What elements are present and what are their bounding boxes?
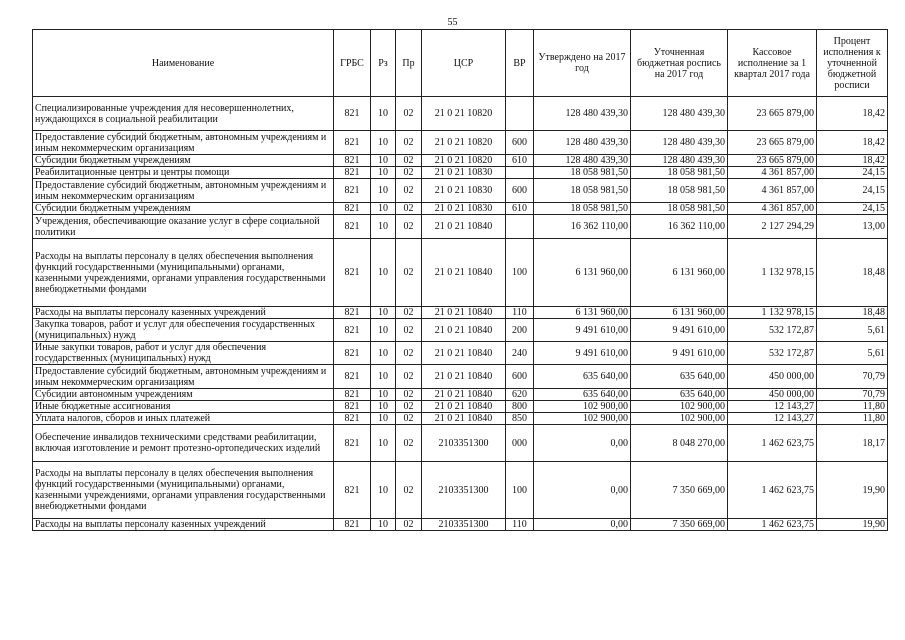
cell-vr: 800: [506, 401, 534, 413]
header-row: [33, 30, 888, 97]
cell-vr: 100: [506, 462, 534, 519]
header-approved: Утверждено на 2017 год: [534, 30, 631, 97]
header-name: Наименование: [33, 30, 334, 97]
cell-vr: 600: [506, 131, 534, 155]
cell-grbs: 821: [334, 239, 371, 307]
cell-cash: 532 172,87: [728, 319, 817, 342]
cell-percent: 18,42: [817, 155, 888, 167]
cell-grbs: 821: [334, 401, 371, 413]
table-row: [33, 425, 888, 462]
budget-table: [32, 29, 888, 531]
cell-refined: 18 058 981,50: [631, 167, 728, 179]
cell-csr: 21 0 21 10830: [422, 203, 506, 215]
header-rz: Рз: [371, 30, 396, 97]
cell-approved: 18 058 981,50: [534, 179, 631, 203]
cell-vr: 620: [506, 389, 534, 401]
header-vr: ВР: [506, 30, 534, 97]
cell-percent: 70,79: [817, 365, 888, 389]
cell-percent: 24,15: [817, 167, 888, 179]
cell-refined: 128 480 439,30: [631, 155, 728, 167]
cell-name: Специализированные учреждения для несовершеннолетних, нуждающихся в социальной реабилитации: [33, 97, 334, 131]
cell-approved: 128 480 439,30: [534, 97, 631, 131]
cell-grbs: 821: [334, 462, 371, 519]
cell-name: Расходы на выплаты персоналу в целях обеспечения выполнения функций государственными (муниципальными) органами, казенными учреждениями, органами управления государственными внебюджетными фондами: [33, 462, 334, 519]
cell-grbs: 821: [334, 215, 371, 239]
cell-grbs: 821: [334, 389, 371, 401]
cell-rz: 10: [371, 131, 396, 155]
cell-cash: 12 143,27: [728, 401, 817, 413]
cell-rz: 10: [371, 365, 396, 389]
cell-refined: 7 350 669,00: [631, 462, 728, 519]
cell-percent: 18,42: [817, 97, 888, 131]
cell-rz: 10: [371, 519, 396, 531]
cell-refined: 102 900,00: [631, 401, 728, 413]
cell-refined: 8 048 270,00: [631, 425, 728, 462]
table-row: [33, 239, 888, 307]
cell-grbs: 821: [334, 319, 371, 342]
cell-csr: 21 0 21 10840: [422, 365, 506, 389]
cell-cash: 532 172,87: [728, 342, 817, 365]
cell-vr: 110: [506, 307, 534, 319]
cell-percent: 11,80: [817, 413, 888, 425]
cell-pr: 02: [396, 389, 422, 401]
cell-percent: 70,79: [817, 389, 888, 401]
cell-name: Расходы на выплаты персоналу казенных учреждений: [33, 519, 334, 531]
cell-approved: 0,00: [534, 519, 631, 531]
cell-cash: 450 000,00: [728, 389, 817, 401]
cell-refined: 18 058 981,50: [631, 179, 728, 203]
table-row: [33, 131, 888, 155]
cell-vr: 240: [506, 342, 534, 365]
cell-approved: 6 131 960,00: [534, 239, 631, 307]
cell-name: Обеспечение инвалидов техническими средствами реабилитации, включая изготовление и ремонт протезно-ортопедических изделий: [33, 425, 334, 462]
cell-name: Реабилитационные центры и центры помощи: [33, 167, 334, 179]
cell-pr: 02: [396, 519, 422, 531]
cell-pr: 02: [396, 462, 422, 519]
cell-cash: 1 462 623,75: [728, 425, 817, 462]
cell-cash: 2 127 294,29: [728, 215, 817, 239]
cell-cash: 23 665 879,00: [728, 131, 817, 155]
table-row: [33, 203, 888, 215]
cell-percent: 24,15: [817, 203, 888, 215]
cell-rz: 10: [371, 203, 396, 215]
cell-cash: 1 462 623,75: [728, 462, 817, 519]
cell-rz: 10: [371, 401, 396, 413]
cell-pr: 02: [396, 179, 422, 203]
cell-percent: 5,61: [817, 342, 888, 365]
cell-name: Расходы на выплаты персоналу в целях обеспечения выполнения функций государственными (муниципальными) органами, казенными учреждениями, органами управления государственными внебюджетными фондами: [33, 239, 334, 307]
cell-csr: 21 0 21 10840: [422, 401, 506, 413]
cell-rz: 10: [371, 167, 396, 179]
cell-refined: 635 640,00: [631, 389, 728, 401]
cell-approved: 635 640,00: [534, 389, 631, 401]
cell-name: Субсидии автономным учреждениям: [33, 389, 334, 401]
table-row: [33, 342, 888, 365]
cell-percent: 11,80: [817, 401, 888, 413]
cell-approved: 0,00: [534, 425, 631, 462]
cell-cash: 23 665 879,00: [728, 97, 817, 131]
cell-csr: 21 0 21 10840: [422, 215, 506, 239]
cell-rz: 10: [371, 179, 396, 203]
cell-pr: 02: [396, 342, 422, 365]
cell-percent: 19,90: [817, 519, 888, 531]
cell-csr: 21 0 21 10840: [422, 307, 506, 319]
cell-approved: 18 058 981,50: [534, 167, 631, 179]
cell-refined: 128 480 439,30: [631, 97, 728, 131]
cell-vr: 200: [506, 319, 534, 342]
table-row: [33, 155, 888, 167]
cell-csr: 21 0 21 10840: [422, 239, 506, 307]
cell-grbs: 821: [334, 519, 371, 531]
cell-approved: 6 131 960,00: [534, 307, 631, 319]
cell-percent: 18,17: [817, 425, 888, 462]
cell-pr: 02: [396, 167, 422, 179]
cell-refined: 7 350 669,00: [631, 519, 728, 531]
table-row: [33, 389, 888, 401]
cell-name: Иные закупки товаров, работ и услуг для обеспечения государственных (муниципальных) нужд: [33, 342, 334, 365]
table-row: [33, 319, 888, 342]
cell-grbs: 821: [334, 97, 371, 131]
cell-csr: 21 0 21 10830: [422, 179, 506, 203]
cell-percent: 18,48: [817, 239, 888, 307]
table-row: [33, 215, 888, 239]
table-row: [33, 462, 888, 519]
cell-percent: 18,42: [817, 131, 888, 155]
cell-pr: 02: [396, 365, 422, 389]
cell-grbs: 821: [334, 425, 371, 462]
cell-pr: 02: [396, 97, 422, 131]
cell-rz: 10: [371, 307, 396, 319]
cell-vr: 600: [506, 179, 534, 203]
cell-cash: 12 143,27: [728, 413, 817, 425]
cell-pr: 02: [396, 401, 422, 413]
table-row: [33, 413, 888, 425]
cell-refined: 128 480 439,30: [631, 131, 728, 155]
cell-vr: 000: [506, 425, 534, 462]
cell-approved: 16 362 110,00: [534, 215, 631, 239]
cell-cash: 1 132 978,15: [728, 307, 817, 319]
cell-refined: 635 640,00: [631, 365, 728, 389]
table-row: [33, 365, 888, 389]
cell-approved: 18 058 981,50: [534, 203, 631, 215]
table-row: [33, 167, 888, 179]
cell-percent: 19,90: [817, 462, 888, 519]
cell-refined: 9 491 610,00: [631, 319, 728, 342]
cell-grbs: 821: [334, 167, 371, 179]
cell-approved: 128 480 439,30: [534, 155, 631, 167]
cell-csr: 21 0 21 10820: [422, 131, 506, 155]
cell-name: Предоставление субсидий бюджетным, автономным учреждениям и иным некоммерческим организациям: [33, 131, 334, 155]
cell-pr: 02: [396, 319, 422, 342]
cell-approved: 102 900,00: [534, 401, 631, 413]
cell-name: Субсидии бюджетным учреждениям: [33, 203, 334, 215]
cell-csr: 21 0 21 10820: [422, 155, 506, 167]
cell-pr: 02: [396, 425, 422, 462]
cell-name: Иные бюджетные ассигнования: [33, 401, 334, 413]
cell-refined: 9 491 610,00: [631, 342, 728, 365]
cell-csr: 21 0 21 10820: [422, 97, 506, 131]
cell-pr: 02: [396, 155, 422, 167]
cell-vr: 610: [506, 155, 534, 167]
cell-vr: 850: [506, 413, 534, 425]
cell-csr: 21 0 21 10840: [422, 389, 506, 401]
cell-cash: 23 665 879,00: [728, 155, 817, 167]
cell-name: Учреждения, обеспечивающие оказание услуг в сфере социальной политики: [33, 215, 334, 239]
cell-rz: 10: [371, 97, 396, 131]
cell-vr: 600: [506, 365, 534, 389]
cell-csr: 21 0 21 10840: [422, 342, 506, 365]
cell-approved: 635 640,00: [534, 365, 631, 389]
cell-refined: 18 058 981,50: [631, 203, 728, 215]
cell-csr: 2103351300: [422, 519, 506, 531]
cell-vr: [506, 215, 534, 239]
cell-refined: 6 131 960,00: [631, 307, 728, 319]
cell-name: Закупка товаров, работ и услуг для обеспечения государственных (муниципальных) нужд: [33, 319, 334, 342]
cell-csr: 21 0 21 10840: [422, 413, 506, 425]
cell-rz: 10: [371, 319, 396, 342]
cell-name: Субсидии бюджетным учреждениям: [33, 155, 334, 167]
header-refined: Уточненная бюджетная роспись на 2017 год: [631, 30, 728, 97]
cell-vr: 610: [506, 203, 534, 215]
cell-grbs: 821: [334, 413, 371, 425]
cell-pr: 02: [396, 307, 422, 319]
header-grbs: ГРБС: [334, 30, 371, 97]
table-row: [33, 519, 888, 531]
table-row: [33, 401, 888, 413]
cell-rz: 10: [371, 155, 396, 167]
cell-percent: 24,15: [817, 179, 888, 203]
cell-name: Предоставление субсидий бюджетным, автономным учреждениям и иным некоммерческим организациям: [33, 179, 334, 203]
cell-grbs: 821: [334, 365, 371, 389]
cell-grbs: 821: [334, 155, 371, 167]
page-number: 55: [447, 17, 458, 28]
header-cash: Кассовое исполнение за 1 квартал 2017 года: [728, 30, 817, 97]
cell-approved: 0,00: [534, 462, 631, 519]
cell-grbs: 821: [334, 203, 371, 215]
cell-percent: 5,61: [817, 319, 888, 342]
cell-percent: 18,48: [817, 307, 888, 319]
cell-cash: 450 000,00: [728, 365, 817, 389]
cell-pr: 02: [396, 239, 422, 307]
cell-pr: 02: [396, 215, 422, 239]
cell-cash: 4 361 857,00: [728, 179, 817, 203]
header-percent: Процент исполнения к уточненной бюджетной росписи: [817, 30, 888, 97]
table-row: [33, 307, 888, 319]
cell-percent: 13,00: [817, 215, 888, 239]
header-pr: Пр: [396, 30, 422, 97]
header-csr: ЦСР: [422, 30, 506, 97]
cell-approved: 102 900,00: [534, 413, 631, 425]
cell-cash: 1 462 623,75: [728, 519, 817, 531]
cell-rz: 10: [371, 215, 396, 239]
cell-grbs: 821: [334, 342, 371, 365]
cell-rz: 10: [371, 425, 396, 462]
cell-pr: 02: [396, 203, 422, 215]
cell-vr: [506, 167, 534, 179]
cell-cash: 1 132 978,15: [728, 239, 817, 307]
cell-name: Уплата налогов, сборов и иных платежей: [33, 413, 334, 425]
cell-csr: 2103351300: [422, 462, 506, 519]
cell-rz: 10: [371, 389, 396, 401]
cell-grbs: 821: [334, 179, 371, 203]
cell-vr: 110: [506, 519, 534, 531]
cell-csr: 2103351300: [422, 425, 506, 462]
cell-vr: [506, 97, 534, 131]
cell-rz: 10: [371, 462, 396, 519]
cell-refined: 6 131 960,00: [631, 239, 728, 307]
cell-refined: 102 900,00: [631, 413, 728, 425]
cell-rz: 10: [371, 342, 396, 365]
cell-pr: 02: [396, 131, 422, 155]
cell-approved: 9 491 610,00: [534, 342, 631, 365]
cell-csr: 21 0 21 10830: [422, 167, 506, 179]
cell-grbs: 821: [334, 131, 371, 155]
cell-approved: 9 491 610,00: [534, 319, 631, 342]
cell-rz: 10: [371, 413, 396, 425]
cell-name: Расходы на выплаты персоналу казенных учреждений: [33, 307, 334, 319]
cell-rz: 10: [371, 239, 396, 307]
cell-pr: 02: [396, 413, 422, 425]
cell-refined: 16 362 110,00: [631, 215, 728, 239]
cell-name: Предоставление субсидий бюджетным, автономным учреждениям и иным некоммерческим организациям: [33, 365, 334, 389]
cell-cash: 4 361 857,00: [728, 167, 817, 179]
table-row: [33, 97, 888, 131]
cell-cash: 4 361 857,00: [728, 203, 817, 215]
cell-csr: 21 0 21 10840: [422, 319, 506, 342]
cell-grbs: 821: [334, 307, 371, 319]
table-row: [33, 179, 888, 203]
cell-approved: 128 480 439,30: [534, 131, 631, 155]
cell-vr: 100: [506, 239, 534, 307]
